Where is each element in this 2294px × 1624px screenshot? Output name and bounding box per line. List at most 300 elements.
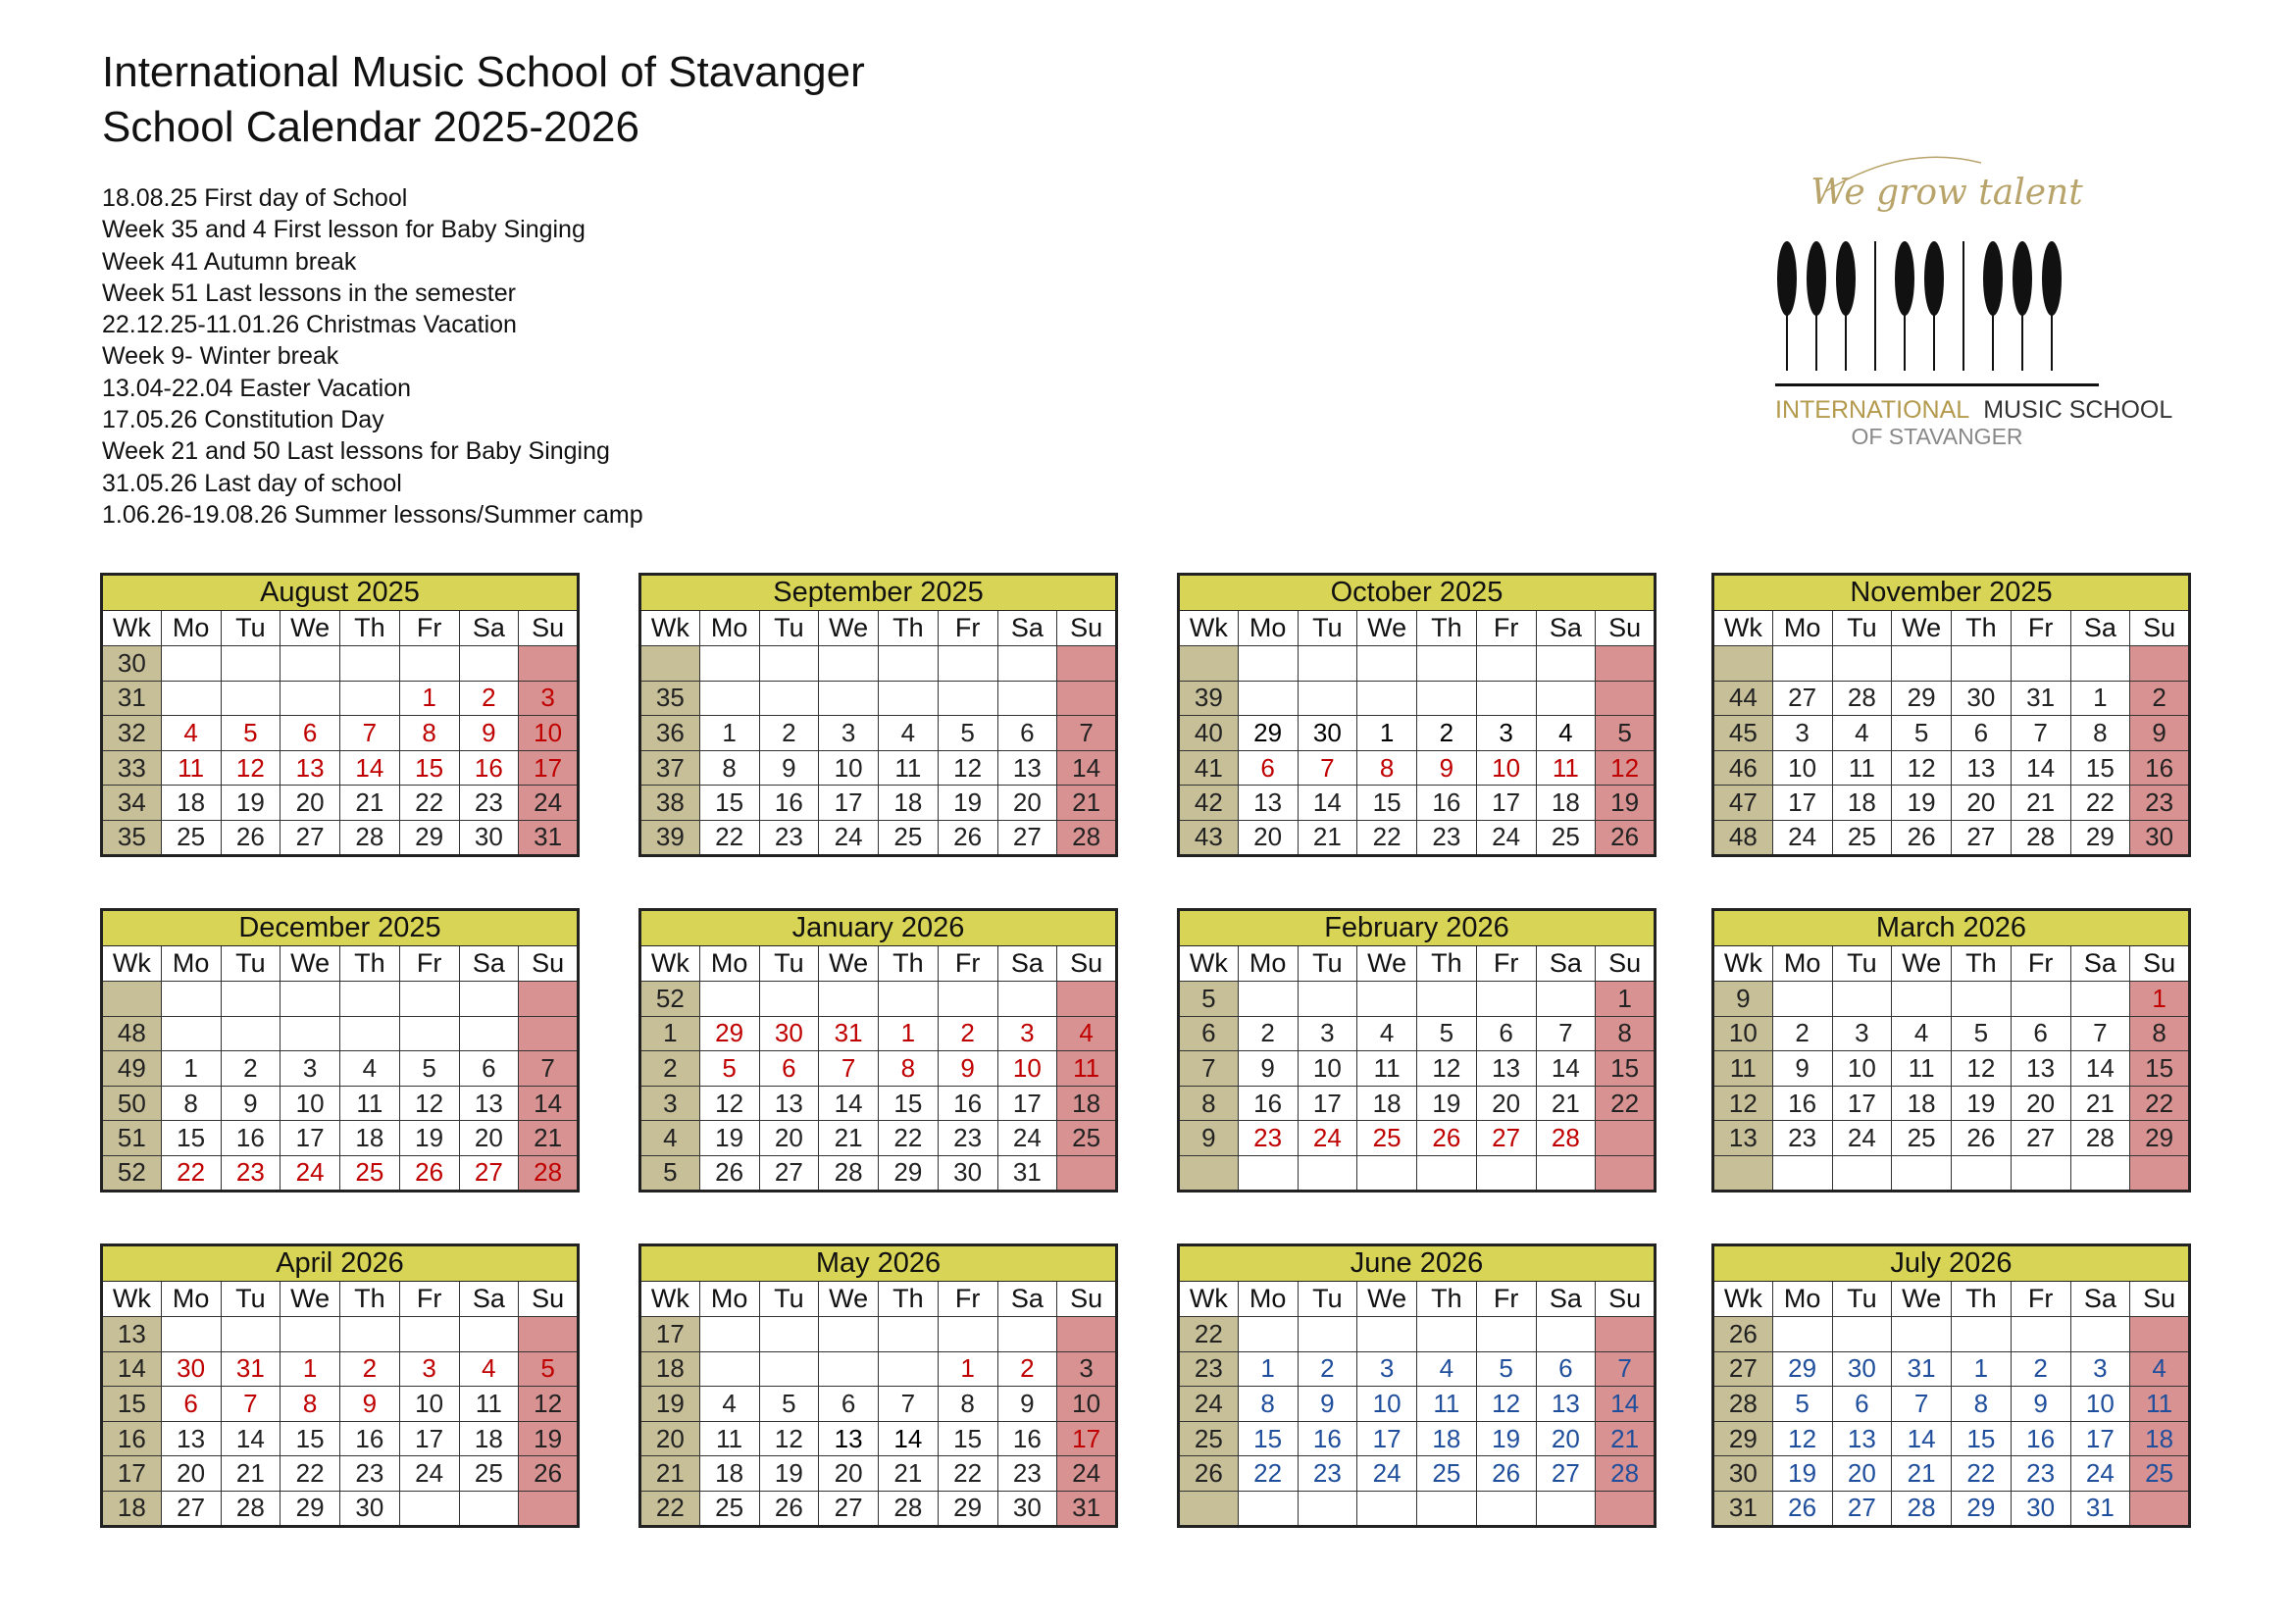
week-row: [1179, 982, 1656, 1017]
week-number: [1713, 646, 1773, 682]
day-cell: [1952, 646, 2012, 682]
note-item: Week 41 Autumn break: [102, 247, 357, 276]
day-cell-sunday: 25: [2130, 1456, 2190, 1492]
day-cell: [1536, 1155, 1596, 1191]
day-cell: [1476, 646, 1536, 682]
week-row: [640, 1051, 1117, 1087]
day-cell-sunday: [519, 1317, 579, 1352]
day-header: Su: [1596, 946, 1656, 982]
day-cell: 6: [459, 1051, 519, 1087]
day-cell: 9: [221, 1086, 280, 1121]
day-header: Su: [1596, 1282, 1656, 1317]
week-number: 17: [102, 1456, 162, 1492]
day-cell: 2: [1772, 1016, 1832, 1051]
day-cell: [1892, 1155, 1952, 1191]
day-cell-sunday: 1: [1596, 982, 1656, 1017]
week-number: 35: [640, 681, 700, 716]
day-cell: 20: [1476, 1086, 1536, 1121]
day-cell-sunday: 11: [1057, 1051, 1117, 1087]
day-cell: [2070, 1155, 2130, 1191]
week-row: [1713, 681, 2190, 716]
day-cell: 1: [280, 1351, 340, 1387]
day-cell: 8: [2070, 716, 2130, 751]
day-cell: 21: [819, 1121, 879, 1156]
school-logo: [1756, 143, 2173, 457]
day-cell: 13: [819, 1421, 879, 1456]
week-row: [1713, 1351, 2190, 1387]
week-row: [640, 1317, 1117, 1352]
logo-text-stavanger: OF STAVANGER: [1851, 424, 2023, 449]
day-cell-sunday: 14: [519, 1086, 579, 1121]
day-cell: 19: [399, 1121, 459, 1156]
day-cell: 16: [2011, 1421, 2070, 1456]
day-cell: 24: [1298, 1121, 1357, 1156]
day-cell: 22: [2070, 786, 2130, 821]
week-number: 4: [640, 1121, 700, 1156]
day-header: Mo: [699, 946, 759, 982]
day-cell: 2: [997, 1351, 1057, 1387]
day-cell: 12: [1952, 1051, 2012, 1087]
day-cell: 4: [161, 716, 221, 751]
day-cell: [1536, 1491, 1596, 1526]
day-cell: 12: [938, 750, 997, 786]
week-row: [1179, 1121, 1656, 1156]
month-calendar: [100, 908, 580, 1193]
day-cell: 18: [1417, 1421, 1477, 1456]
day-header: Sa: [2070, 611, 2130, 646]
day-cell-sunday: 26: [1596, 820, 1656, 855]
day-cell: [819, 1351, 879, 1387]
day-cell-sunday: 14: [1596, 1387, 1656, 1422]
week-row: [640, 1421, 1117, 1456]
day-header: Th: [1952, 1282, 2012, 1317]
day-cell: 4: [879, 716, 939, 751]
day-cell: 18: [161, 786, 221, 821]
day-cell-sunday: [519, 1016, 579, 1051]
day-cell: 13: [280, 750, 340, 786]
day-cell: 23: [459, 786, 519, 821]
day-cell: 27: [280, 820, 340, 855]
day-cell: 17: [819, 786, 879, 821]
day-cell: [879, 1351, 939, 1387]
week-row: [102, 786, 579, 821]
day-cell: 18: [1892, 1086, 1952, 1121]
week-row: [102, 1456, 579, 1492]
day-cell: 11: [1892, 1051, 1952, 1087]
day-cell: 18: [1832, 786, 1892, 821]
day-header: Fr: [938, 611, 997, 646]
day-header: Tu: [759, 946, 819, 982]
week-number: [640, 646, 700, 682]
day-header: Mo: [1238, 611, 1298, 646]
day-cell: 9: [1772, 1051, 1832, 1087]
day-cell: [2011, 646, 2070, 682]
day-cell: [221, 681, 280, 716]
week-number: 2: [640, 1051, 700, 1087]
day-cell-sunday: 8: [1596, 1016, 1656, 1051]
day-cell-sunday: 28: [1596, 1456, 1656, 1492]
day-cell: [938, 681, 997, 716]
week-number: 24: [1179, 1387, 1239, 1422]
day-cell: 29: [1238, 716, 1298, 751]
day-cell: 14: [1298, 786, 1357, 821]
day-cell: 20: [161, 1456, 221, 1492]
day-cell: 28: [879, 1491, 939, 1526]
day-cell: 29: [1952, 1491, 2012, 1526]
day-cell: [1476, 1317, 1536, 1352]
week-number: 27: [1713, 1351, 1773, 1387]
week-number: 18: [102, 1491, 162, 1526]
month-calendar: [1177, 573, 1657, 857]
day-cell: 3: [2070, 1351, 2130, 1387]
day-cell-sunday: 21: [519, 1121, 579, 1156]
month-title: September 2025: [640, 575, 1117, 611]
piano-keys-icon: [1775, 241, 2099, 386]
day-cell-sunday: [1596, 1317, 1656, 1352]
day-header: Sa: [997, 946, 1057, 982]
week-number: 52: [102, 1155, 162, 1191]
day-cell-sunday: 10: [519, 716, 579, 751]
day-header: Mo: [699, 611, 759, 646]
day-cell-sunday: 17: [519, 750, 579, 786]
day-cell: [1417, 646, 1477, 682]
day-cell-sunday: 25: [1057, 1121, 1117, 1156]
day-header: Su: [1057, 611, 1117, 646]
day-cell: 6: [759, 1051, 819, 1087]
day-cell-sunday: [519, 1491, 579, 1526]
week-number: 6: [1179, 1016, 1239, 1051]
day-cell: 13: [1952, 750, 2012, 786]
day-header: We: [280, 946, 340, 982]
day-cell: [280, 681, 340, 716]
day-header: Wk: [102, 946, 162, 982]
week-number: 13: [1713, 1121, 1773, 1156]
day-cell: 9: [1238, 1051, 1298, 1087]
day-cell: 4: [1357, 1016, 1417, 1051]
day-cell: 7: [879, 1387, 939, 1422]
day-cell: [161, 982, 221, 1017]
day-cell-sunday: 18: [2130, 1421, 2190, 1456]
day-cell: 8: [1238, 1387, 1298, 1422]
day-cell: 20: [759, 1121, 819, 1156]
day-cell: 24: [2070, 1456, 2130, 1492]
day-cell: 12: [699, 1086, 759, 1121]
day-cell: 14: [1892, 1421, 1952, 1456]
day-cell: 8: [699, 750, 759, 786]
day-cell-sunday: 11: [2130, 1387, 2190, 1422]
day-cell: [1417, 1317, 1477, 1352]
day-cell: 9: [459, 716, 519, 751]
day-cell: 1: [161, 1051, 221, 1087]
logo-slogan: We grow talent: [1810, 173, 2083, 213]
day-header: Mo: [699, 1282, 759, 1317]
day-cell: 3: [1476, 716, 1536, 751]
day-cell: 6: [161, 1387, 221, 1422]
week-row: [1713, 750, 2190, 786]
day-cell-sunday: 30: [2130, 820, 2190, 855]
day-cell: 1: [938, 1351, 997, 1387]
day-cell-sunday: [1057, 982, 1117, 1017]
day-cell: [819, 1317, 879, 1352]
day-header: Sa: [1536, 946, 1596, 982]
month-title: March 2026: [1713, 910, 2190, 946]
week-number: [102, 982, 162, 1017]
note-item: 22.12.25-11.01.26 Christmas Vacation: [102, 311, 517, 339]
week-row: [640, 681, 1117, 716]
day-cell: [879, 646, 939, 682]
day-header: Sa: [459, 1282, 519, 1317]
day-cell: 7: [819, 1051, 879, 1087]
day-cell: 9: [340, 1387, 400, 1422]
day-cell: 2: [340, 1351, 400, 1387]
day-cell-sunday: [1596, 1121, 1656, 1156]
day-cell-sunday: 14: [1057, 750, 1117, 786]
day-cell: 26: [699, 1155, 759, 1191]
day-header: Sa: [2070, 946, 2130, 982]
day-cell: 4: [1417, 1351, 1477, 1387]
day-cell: 8: [938, 1387, 997, 1422]
day-cell: [1298, 1491, 1357, 1526]
month-calendar: [1711, 573, 2191, 857]
day-cell: 19: [1952, 1086, 2012, 1121]
day-cell: 19: [699, 1121, 759, 1156]
day-cell: [280, 982, 340, 1017]
day-cell: 18: [459, 1421, 519, 1456]
day-cell: 10: [1832, 1051, 1892, 1087]
week-number: 41: [1179, 750, 1239, 786]
day-header: Tu: [221, 1282, 280, 1317]
week-row: [640, 1456, 1117, 1492]
day-cell: [1536, 646, 1596, 682]
school-name: International Music School of Stavanger: [102, 48, 865, 96]
month-title: June 2026: [1179, 1245, 1656, 1282]
day-cell: [1952, 1317, 2012, 1352]
day-cell: 25: [1536, 820, 1596, 855]
day-header: Fr: [2011, 1282, 2070, 1317]
day-header: Th: [1952, 946, 2012, 982]
day-header: We: [819, 946, 879, 982]
day-cell: 1: [699, 716, 759, 751]
month-calendar: [638, 573, 1118, 857]
day-cell-sunday: 1: [2130, 982, 2190, 1017]
day-cell-sunday: 8: [2130, 1016, 2190, 1051]
week-number: 20: [640, 1421, 700, 1456]
day-cell: 1: [1357, 716, 1417, 751]
day-cell: 1: [399, 681, 459, 716]
day-cell: [759, 1317, 819, 1352]
week-number: 19: [640, 1387, 700, 1422]
day-cell: 13: [1536, 1387, 1596, 1422]
week-number: 39: [640, 820, 700, 855]
day-header: Sa: [459, 946, 519, 982]
day-cell: 4: [699, 1387, 759, 1422]
week-number: 26: [1713, 1317, 1773, 1352]
day-cell: 8: [399, 716, 459, 751]
day-cell: 5: [1772, 1387, 1832, 1422]
day-cell: [399, 1016, 459, 1051]
day-header: Tu: [1832, 1282, 1892, 1317]
day-cell: 20: [997, 786, 1057, 821]
day-cell: 16: [1772, 1086, 1832, 1121]
day-cell: [2070, 646, 2130, 682]
day-cell: 11: [1357, 1051, 1417, 1087]
week-row: [640, 716, 1117, 751]
day-cell: [459, 1317, 519, 1352]
day-cell-sunday: [1596, 1155, 1656, 1191]
day-cell-sunday: 29: [2130, 1121, 2190, 1156]
day-cell: 6: [1832, 1387, 1892, 1422]
day-cell: [1357, 1317, 1417, 1352]
day-cell: 7: [2070, 1016, 2130, 1051]
day-cell: 23: [340, 1456, 400, 1492]
day-cell: [1238, 646, 1298, 682]
day-cell: [699, 982, 759, 1017]
day-cell: 16: [221, 1121, 280, 1156]
day-cell: 24: [1832, 1121, 1892, 1156]
day-cell: [1357, 681, 1417, 716]
day-cell: 6: [1536, 1351, 1596, 1387]
day-header: Wk: [102, 611, 162, 646]
week-row: [1179, 750, 1656, 786]
day-cell: [759, 982, 819, 1017]
day-cell-sunday: 9: [2130, 716, 2190, 751]
day-cell: 22: [161, 1155, 221, 1191]
day-cell: 24: [819, 820, 879, 855]
day-cell: [997, 982, 1057, 1017]
day-cell: 16: [1298, 1421, 1357, 1456]
day-header: Tu: [759, 1282, 819, 1317]
day-cell: [699, 646, 759, 682]
day-cell: 15: [280, 1421, 340, 1456]
week-number: 35: [102, 820, 162, 855]
day-cell: [938, 1317, 997, 1352]
note-item: 17.05.26 Constitution Day: [102, 406, 384, 434]
day-header: Wk: [640, 1282, 700, 1317]
month-title: August 2025: [102, 575, 579, 611]
day-cell: 13: [1238, 786, 1298, 821]
day-cell: 28: [2011, 820, 2070, 855]
week-row: [640, 1086, 1117, 1121]
day-cell: 17: [1357, 1421, 1417, 1456]
day-cell: [280, 1317, 340, 1352]
day-cell: [221, 1317, 280, 1352]
day-cell: 30: [2011, 1491, 2070, 1526]
week-number: 40: [1179, 716, 1239, 751]
day-cell: 16: [938, 1086, 997, 1121]
day-cell: 9: [938, 1051, 997, 1087]
day-cell: 16: [759, 786, 819, 821]
day-cell-sunday: [519, 646, 579, 682]
day-cell: 24: [399, 1456, 459, 1492]
week-number: 5: [1179, 982, 1239, 1017]
day-cell: 22: [1357, 820, 1417, 855]
week-row: [1713, 1051, 2190, 1087]
week-row: [640, 786, 1117, 821]
week-row: [1179, 1456, 1656, 1492]
day-cell: [399, 1491, 459, 1526]
day-header: Su: [2130, 1282, 2190, 1317]
day-cell: [280, 646, 340, 682]
day-header: Th: [340, 1282, 400, 1317]
day-cell: 16: [1238, 1086, 1298, 1121]
week-number: 17: [640, 1317, 700, 1352]
day-cell: 7: [340, 716, 400, 751]
day-cell-sunday: 31: [1057, 1491, 1117, 1526]
day-header: Th: [879, 1282, 939, 1317]
day-cell: [1476, 982, 1536, 1017]
day-cell-sunday: 4: [1057, 1016, 1117, 1051]
week-row: [1179, 646, 1656, 682]
day-cell: [1357, 1491, 1417, 1526]
day-cell: [1417, 681, 1477, 716]
day-cell-sunday: 3: [1057, 1351, 1117, 1387]
day-cell: 28: [1536, 1121, 1596, 1156]
day-cell-sunday: [1057, 1155, 1117, 1191]
day-cell: 29: [938, 1491, 997, 1526]
day-cell: 30: [1952, 681, 2012, 716]
week-row: [1179, 820, 1656, 855]
day-header: Mo: [1772, 611, 1832, 646]
day-header: Wk: [1179, 1282, 1239, 1317]
day-cell: 26: [1476, 1456, 1536, 1492]
week-row: [102, 681, 579, 716]
month-calendar: [100, 573, 580, 857]
day-cell: 30: [459, 820, 519, 855]
day-header: Tu: [1298, 1282, 1357, 1317]
day-cell: 8: [1952, 1387, 2012, 1422]
day-cell-sunday: 12: [519, 1387, 579, 1422]
day-cell: 17: [1298, 1086, 1357, 1121]
day-cell: 31: [997, 1155, 1057, 1191]
day-cell: 7: [1892, 1387, 1952, 1422]
day-cell: 28: [1892, 1491, 1952, 1526]
day-cell: 26: [1892, 820, 1952, 855]
day-cell: 29: [1892, 681, 1952, 716]
day-cell: 29: [399, 820, 459, 855]
day-cell: 27: [2011, 1121, 2070, 1156]
day-cell: 20: [1536, 1421, 1596, 1456]
day-cell: 22: [1238, 1456, 1298, 1492]
day-cell: [997, 1317, 1057, 1352]
day-header: Wk: [1179, 611, 1239, 646]
day-cell: 26: [399, 1155, 459, 1191]
day-cell: 27: [161, 1491, 221, 1526]
day-cell: 10: [1357, 1387, 1417, 1422]
day-cell: 7: [221, 1387, 280, 1422]
week-row: [102, 1491, 579, 1526]
logo-text-international: INTERNATIONAL: [1775, 396, 1969, 424]
day-cell-sunday: 23: [2130, 786, 2190, 821]
day-cell: 21: [879, 1456, 939, 1492]
day-header: Fr: [1476, 1282, 1536, 1317]
day-cell: 19: [1476, 1421, 1536, 1456]
day-cell: 9: [2011, 1387, 2070, 1422]
day-cell: 18: [879, 786, 939, 821]
day-cell: [1238, 982, 1298, 1017]
week-number: 25: [1179, 1421, 1239, 1456]
day-header: Fr: [399, 611, 459, 646]
week-row: [1179, 1086, 1656, 1121]
day-header: Mo: [161, 1282, 221, 1317]
day-header: We: [280, 611, 340, 646]
day-cell: [1238, 1491, 1298, 1526]
day-cell: 26: [1952, 1121, 2012, 1156]
day-cell: [1298, 681, 1357, 716]
day-header: Su: [1596, 611, 1656, 646]
day-cell: 12: [1892, 750, 1952, 786]
day-cell: 3: [280, 1051, 340, 1087]
day-cell: 20: [2011, 1086, 2070, 1121]
